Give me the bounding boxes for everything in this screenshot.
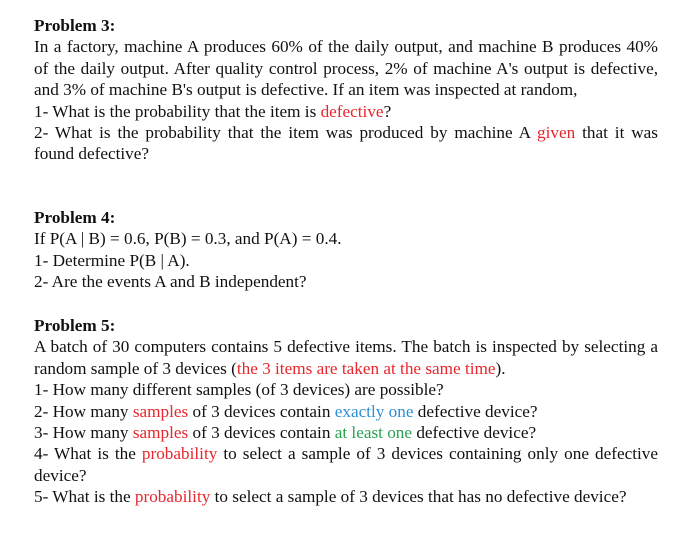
- statement-text: A batch of 30 computers contains 5 defective items. The batch is inspected by selecting a random sample of 3 devices (: [34, 337, 658, 378]
- statement-end: ).: [495, 358, 506, 378]
- q2-text: 2- What is the probability that the item was produced by machine A: [34, 123, 537, 143]
- problem-5-question-1: 1- How many different samples (of 3 devices) are possible?: [34, 380, 444, 400]
- problem-5: [34, 315, 658, 508]
- problem-5-question-2: [34, 401, 658, 422]
- problem-3-title: Problem 3:: [34, 16, 116, 35]
- problem-3: [34, 15, 658, 165]
- q2-end: defective device?: [413, 401, 538, 421]
- problem-5-title: Problem 5:: [34, 316, 116, 335]
- q5-text: 5- What is the: [34, 487, 135, 507]
- problem-5-statement: [34, 336, 658, 379]
- q4-end: to select a sample of 3 devices containing only one defective device?: [34, 444, 658, 485]
- q2-mid: of 3 devices contain: [188, 401, 335, 421]
- problem-5-question-4: [34, 443, 658, 486]
- q2-samples: samples: [132, 401, 189, 421]
- q1-highlight: defective: [320, 101, 384, 121]
- q3-mid: of 3 devices contain: [188, 423, 335, 443]
- problem-4-question-1: 1- Determine P(B | A).: [34, 250, 190, 270]
- q1-end: ?: [383, 101, 392, 121]
- q3-text: 3- How many: [34, 423, 133, 443]
- q2-end: that it was found defective?: [34, 123, 659, 164]
- q2-highlight: given: [537, 123, 576, 143]
- problem-4-title: Problem 4:: [34, 208, 116, 227]
- q2-highlight: exactly one: [334, 401, 414, 421]
- problem-5-question-5: [34, 486, 658, 507]
- q3-samples: samples: [132, 423, 189, 443]
- problem-3-question-2: [34, 122, 658, 165]
- q4-text: 4- What is the: [34, 444, 142, 464]
- problem-3-question-1: [34, 101, 658, 122]
- q5-end: to select a sample of 3 devices that has no defective device?: [210, 487, 627, 507]
- statement-highlight: the 3 items are taken at the same time: [236, 358, 496, 378]
- q1-text: 1- What is the probability that the item is: [34, 101, 321, 121]
- problem-4-question-2: 2- Are the events A and B independent?: [34, 272, 307, 292]
- q2-text: 2- How many: [34, 401, 133, 421]
- problem-4: [34, 207, 658, 293]
- q3-highlight: at least one: [334, 423, 413, 443]
- q4-highlight: probability: [141, 444, 218, 464]
- problem-5-question-3: [34, 422, 658, 443]
- q3-end: defective device?: [412, 423, 537, 443]
- q5-highlight: probability: [134, 487, 211, 507]
- problem-3-statement: In a factory, machine A produces 60% of the daily output, and machine B produces 40% of the daily output. After quality control process, 2% of machine A's output is defective, and 3% of machine B's output is defective. If an item was inspected at random,: [34, 37, 658, 100]
- problem-4-given: If P(A | B) = 0.6, P(B) = 0.3, and P(A) = 0.4.: [34, 229, 342, 249]
